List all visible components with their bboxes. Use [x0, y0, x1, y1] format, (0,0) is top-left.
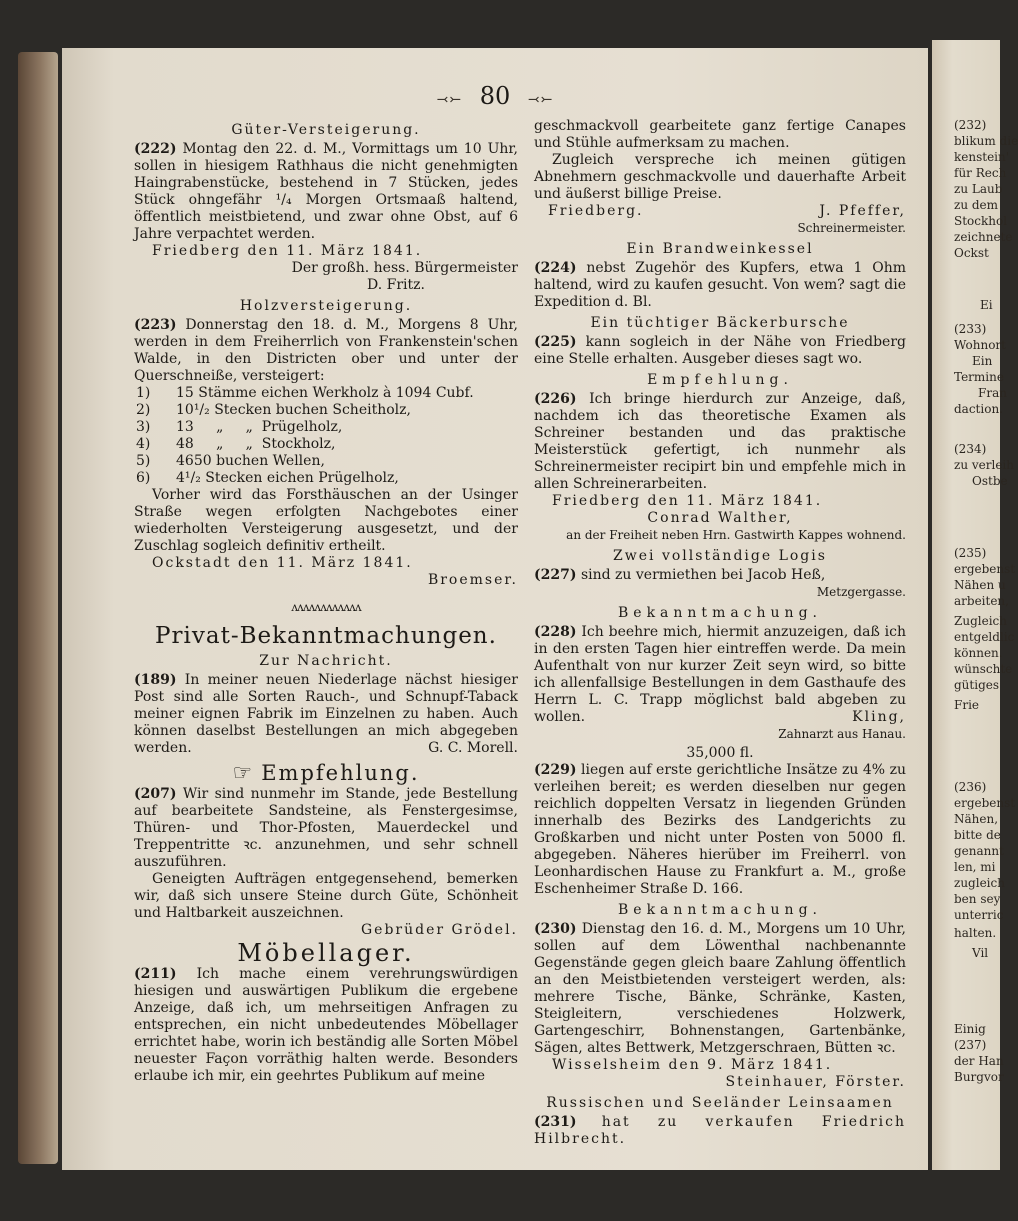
- signature-address: an der Freiheit neben Hrn. Gastwirth Kappes wohnend.: [566, 528, 906, 542]
- heading-leinsaamen: Russischen und Seeländer Leinsaamen: [546, 1095, 894, 1111]
- next-page-fragment: bitte de: [954, 828, 1001, 842]
- notice-229: (229) liegen auf erste gerichtliche Insätze zu 4% zu verleihen bereit; es werden dieselben nur gegen reichlich doppelten Versatz in liegenden Gründen innerhalb des Bezirks des Landgerichts zu Großkarben und nicht unter Posten von 5000 fl. abgegeben. Näheres hierüber im Freiherrl. von Leonhardischen Hause zu Frankfurt a. M., große Eschenheimer Straße D. 166.: [534, 762, 907, 897]
- notice-222: [134, 141, 518, 243]
- notice-text: Wir sind nunmehr im Stande, jede Bestellung auf bearbeitete Sandsteine, als Fenstergesimse, Thüren- und Thor-Pfosten, Mauerdeckel und Treppentritte ꝛc. anzunehmen, und sehr schnell auszuführen.: [134, 786, 518, 870]
- next-page-fragment: zu Laub: [954, 182, 1003, 196]
- next-page-fragment: genannt: [954, 844, 1004, 858]
- next-page-fragment: kenstein': [954, 150, 1010, 164]
- notice-224: (224) nebst Zugehör des Kupfers, etwa 1 Ohm haltend, wird zu kaufen gesucht. Von wem? sagt die Expedition d. Bl.: [534, 260, 907, 310]
- next-page-fragment: zu verleih: [954, 458, 1014, 472]
- next-page-fragment: für Rech: [954, 166, 1007, 180]
- next-page-fragment: Vil: [972, 946, 989, 960]
- pointing-hand-icon: ☞: [232, 761, 254, 786]
- notice-231: (231) hat zu verkaufen Friedrich Hilbrecht.: [534, 1114, 907, 1147]
- next-page-fragment: Frie: [954, 698, 980, 712]
- next-page-fragment: (235): [954, 546, 987, 560]
- address: Metzgergasse.: [816, 585, 906, 599]
- next-page-fragment: der Han: [954, 1054, 1004, 1068]
- next-page-fragment: ben sey: [954, 892, 1001, 906]
- place: Friedberg.: [548, 203, 644, 219]
- notice-number: (223): [134, 317, 177, 333]
- notice-number: (207): [134, 786, 177, 802]
- heading-empfehlung: ☞ Empfehlung.: [232, 761, 420, 786]
- notice-227: (227) sind zu vermiethen bei Jacob Heß,: [534, 567, 826, 583]
- divider: ᴧᴧᴧᴧᴧᴧᴧᴧᴧᴧᴧᴧ: [291, 600, 361, 614]
- notice-230: (230) Dienstag den 16. d. M., Morgens um 10 Uhr, sollen auf dem Löwenthal nachbenannte Gegenstände gegen gleich baare Zahlung öffentlich an den Meistbietenden versteigert werden, als: mehrere Tische, Bänke, Schränke, Kasten, Steigleitern, verschiedenes Holzwerk, Gartengeschirr, Bohnenstangen, Gartenbänke, Sägen, altes Bettwerk, Metzgerschraen, Bütten ꝛc.: [534, 921, 906, 1056]
- next-page-fragment: zeichnete: [954, 230, 1013, 244]
- heading-private: Privat-Bekanntmachungen.: [155, 623, 497, 649]
- next-page-fragment: zu dem: [954, 198, 999, 212]
- place-date: Ockstadt den 11. März 1841.: [152, 555, 413, 571]
- list-item: 1) 15 Stämme eichen Werkholz à 1094 Cubf.: [136, 385, 474, 401]
- signature: Der großh. hess. Bürgermeister: [291, 260, 518, 276]
- next-page-fragment: Zugleich: [954, 614, 1007, 628]
- list-item: 3) 13 „ „ Prügelholz,: [136, 419, 343, 435]
- next-page-fragment: Nähen u: [954, 578, 1006, 592]
- signature: Conrad Walther,: [647, 510, 793, 526]
- place-date: Friedberg den 11. März 1841.: [552, 493, 823, 509]
- signature-title: Schreinermeister.: [797, 221, 906, 235]
- next-page-fragment: zugleich: [954, 876, 1005, 890]
- signature-name: D. Fritz.: [367, 277, 425, 293]
- amount: 35,000 fl.: [686, 745, 754, 761]
- notice-207: [134, 786, 518, 871]
- heading-moebel: Möbellager.: [237, 939, 415, 967]
- heading-empfehlung: Empfehlung.: [647, 372, 793, 388]
- book-page: [62, 48, 928, 1170]
- left-column: [134, 118, 518, 1085]
- heading-logis: Zwei vollständige Logis: [613, 548, 827, 564]
- signature-row: [534, 203, 906, 220]
- list-item: 4) 48 „ „ Stockholz,: [136, 436, 336, 452]
- next-page-fragment: Burgvor: [954, 1070, 1004, 1084]
- place-date: Wisselsheim den 9. März 1841.: [552, 1057, 833, 1073]
- heading-bekanntmachung: Bekanntmachung.: [618, 605, 822, 621]
- notice-text: geschmackvoll gearbeitete ganz fertige Canapes und Stühle aufmerksam zu machen.: [534, 118, 906, 151]
- notice-number: (189): [134, 672, 177, 688]
- next-page-fragment: Ei: [980, 298, 993, 312]
- next-page-fragment: len, mi: [954, 860, 996, 874]
- notice-223: [134, 317, 518, 385]
- notice-226: (226) Ich bringe hierdurch zur Anzeige, daß, nachdem ich das theoretische Examen als Schreiner bestanden und das praktische Meisterstück gefertigt, ich nunmehr als Schreinermeister recipirt bin und empfehle mich in allen Schreinerarbeiten.: [534, 391, 906, 492]
- book-spine: [18, 52, 58, 1164]
- notice-text: Zugleich verspreche ich meinen gütigen Abnehmern geschmackvolle und dauerhafte Arbeit und äußerst billige Preise.: [534, 152, 906, 202]
- heading-bekanntmachung-2: Bekanntmachung.: [618, 902, 822, 918]
- list-item: 2) 10¹/₂ Stecken buchen Scheitholz,: [136, 402, 411, 418]
- signature: Steinhauer, Förster.: [725, 1074, 906, 1090]
- ornament-left: ⤙⤚: [436, 92, 463, 108]
- next-page-fragment: blikum die: [954, 134, 1018, 148]
- next-page-fragment: können.: [954, 646, 1003, 660]
- notice-text: Donnerstag den 18. d. M., Morgens 8 Uhr, werden in dem Freiherrlich von Frankenstein'schen Walde, in den Districten ober und unter der Querschneiße, versteigert:: [134, 317, 519, 384]
- notice-number: (222): [134, 141, 177, 157]
- right-column: [534, 118, 906, 1148]
- page-number: 80: [479, 82, 511, 110]
- signature: Broemser.: [427, 572, 518, 588]
- signature: J. Pfeffer,: [819, 203, 906, 219]
- next-page-fragment: unterric: [954, 908, 1004, 922]
- notice-text: Montag den 22. d. M., Vormittags um 10 Uhr, sollen in hiesigem Rathhaus die nicht genehmigten Haingrabenstücke, bestehend in 7 Stücken, jedes Stück ohngefähr ¹/₄ Morgen Ortsmaaß haltend, öffentlich meistbietend, und zwar ohne Obst, auf 6 Jahre verpachtet werden.: [134, 141, 518, 242]
- next-page-fragment: Ein: [972, 354, 993, 368]
- list-item: 5) 4650 buchen Wellen,: [136, 453, 325, 469]
- notice-text: Ich mache einem verehrungswürdigen hiesigen und auswärtigen Publikum die ergebene Anzeige, daß ich, um mehrseitigen Anfragen zu entsprechen, ein nicht unbedeutendes Möbellager errichtet habe, worin ich beständig alle Sorten Möbel neuester Façon vorräthig halten werde. Besonders erlaube ich mir, ein geehrtes Publikum auf meine: [134, 966, 518, 1084]
- next-page-fragment: (234): [954, 442, 987, 456]
- next-page-fragment: Termine: [954, 370, 1004, 384]
- heading-gueter: Güter-Versteigerung.: [231, 122, 421, 138]
- next-page-fragment: gütiges: [954, 678, 1000, 692]
- place-date: Friedberg den 11. März 1841.: [152, 243, 423, 259]
- notice-228: (228) Ich beehre mich, hiermit anzuzeigen, daß ich in den ersten Tagen hier eintreffen werde. Da mein Aufenthalt von nur kurzer Zeit seyn wird, so bitte ich allenfallsige Bestellungen in dem Gasthaufe des Herrn L. C. Trapp möglichst bald abgeben zu wollen.: [534, 624, 906, 725]
- next-page-fragment: (232): [954, 118, 987, 132]
- heading-brandwein: Ein Brandweinkessel: [626, 241, 814, 257]
- next-page-fragment: Wohnort: [954, 338, 1006, 352]
- heading-nachricht: Zur Nachricht.: [259, 653, 393, 669]
- next-page-fragment: Ostbe: [972, 474, 1008, 488]
- signature: G. C. Morell.: [428, 740, 518, 756]
- ornament-right: ⤙⤚: [527, 92, 554, 108]
- page-header: [62, 82, 928, 110]
- next-page-fragment: Einig: [954, 1022, 986, 1036]
- next-page-fragment: entgeldlic: [954, 630, 1015, 644]
- next-page-fragment: arbeiten,: [954, 594, 1009, 608]
- next-page-fragment: halten.: [954, 926, 997, 940]
- notice-text: Geneigten Aufträgen entgegensehend, bemerken wir, daß sich unsere Steine durch Güte, Schönheit und Haltbarkeit auszeichnen.: [134, 871, 518, 921]
- notice-text: Vorher wird das Forsthäuschen an der Usinger Straße wegen erfolgten Nachgebotes einer wiederholten Versteigerung ausgesetzt, und der Zuschlag sogleich definitiv ertheilt.: [134, 487, 518, 554]
- next-page-fragment: ergebenst: [954, 796, 1016, 810]
- next-page-fragment: ergebenst: [954, 562, 1016, 576]
- next-page-fragment: (237): [954, 1038, 987, 1052]
- next-page-fragment: wünschte: [954, 662, 1013, 676]
- next-page-fragment: daction.: [954, 402, 1003, 416]
- signature: Gebrüder Grödel.: [360, 922, 518, 938]
- next-page-fragment: (233): [954, 322, 987, 336]
- notice-211: [134, 966, 518, 1085]
- list-item: 6) 4¹/₂ Stecken eichen Prügelholz,: [136, 470, 399, 486]
- notice-225: (225) kann sogleich in der Nähe von Friedberg eine Stelle erhalten. Ausgeber dieses sagt wo.: [534, 334, 906, 367]
- next-page-edge: [932, 40, 1018, 1170]
- notice-number: (211): [134, 966, 177, 982]
- next-page-fragment: Stockhol: [954, 214, 1008, 228]
- next-page-fragment: Nähen,: [954, 812, 999, 826]
- next-page-fragment: (236): [954, 780, 987, 794]
- next-page-fragment: Fran: [978, 386, 1007, 400]
- heading-holz: Holzversteigerung.: [239, 298, 413, 314]
- next-page-fragment: Ockst: [954, 246, 989, 260]
- heading-baecker: Ein tüchtiger Bäckerbursche: [590, 315, 850, 331]
- signature: Kling,: [852, 709, 906, 725]
- signature-title: Zahnarzt aus Hanau.: [778, 727, 906, 741]
- notice-text: In meiner neuen Niederlage nächst hiesiger Post sind alle Sorten Rauch-, und Schnupf-Taback meiner eignen Fabrik im Einzelnen zu haben. Auch können daselbst Bestellungen an mich abgegeben werden.: [134, 672, 518, 756]
- item-list: [136, 385, 518, 487]
